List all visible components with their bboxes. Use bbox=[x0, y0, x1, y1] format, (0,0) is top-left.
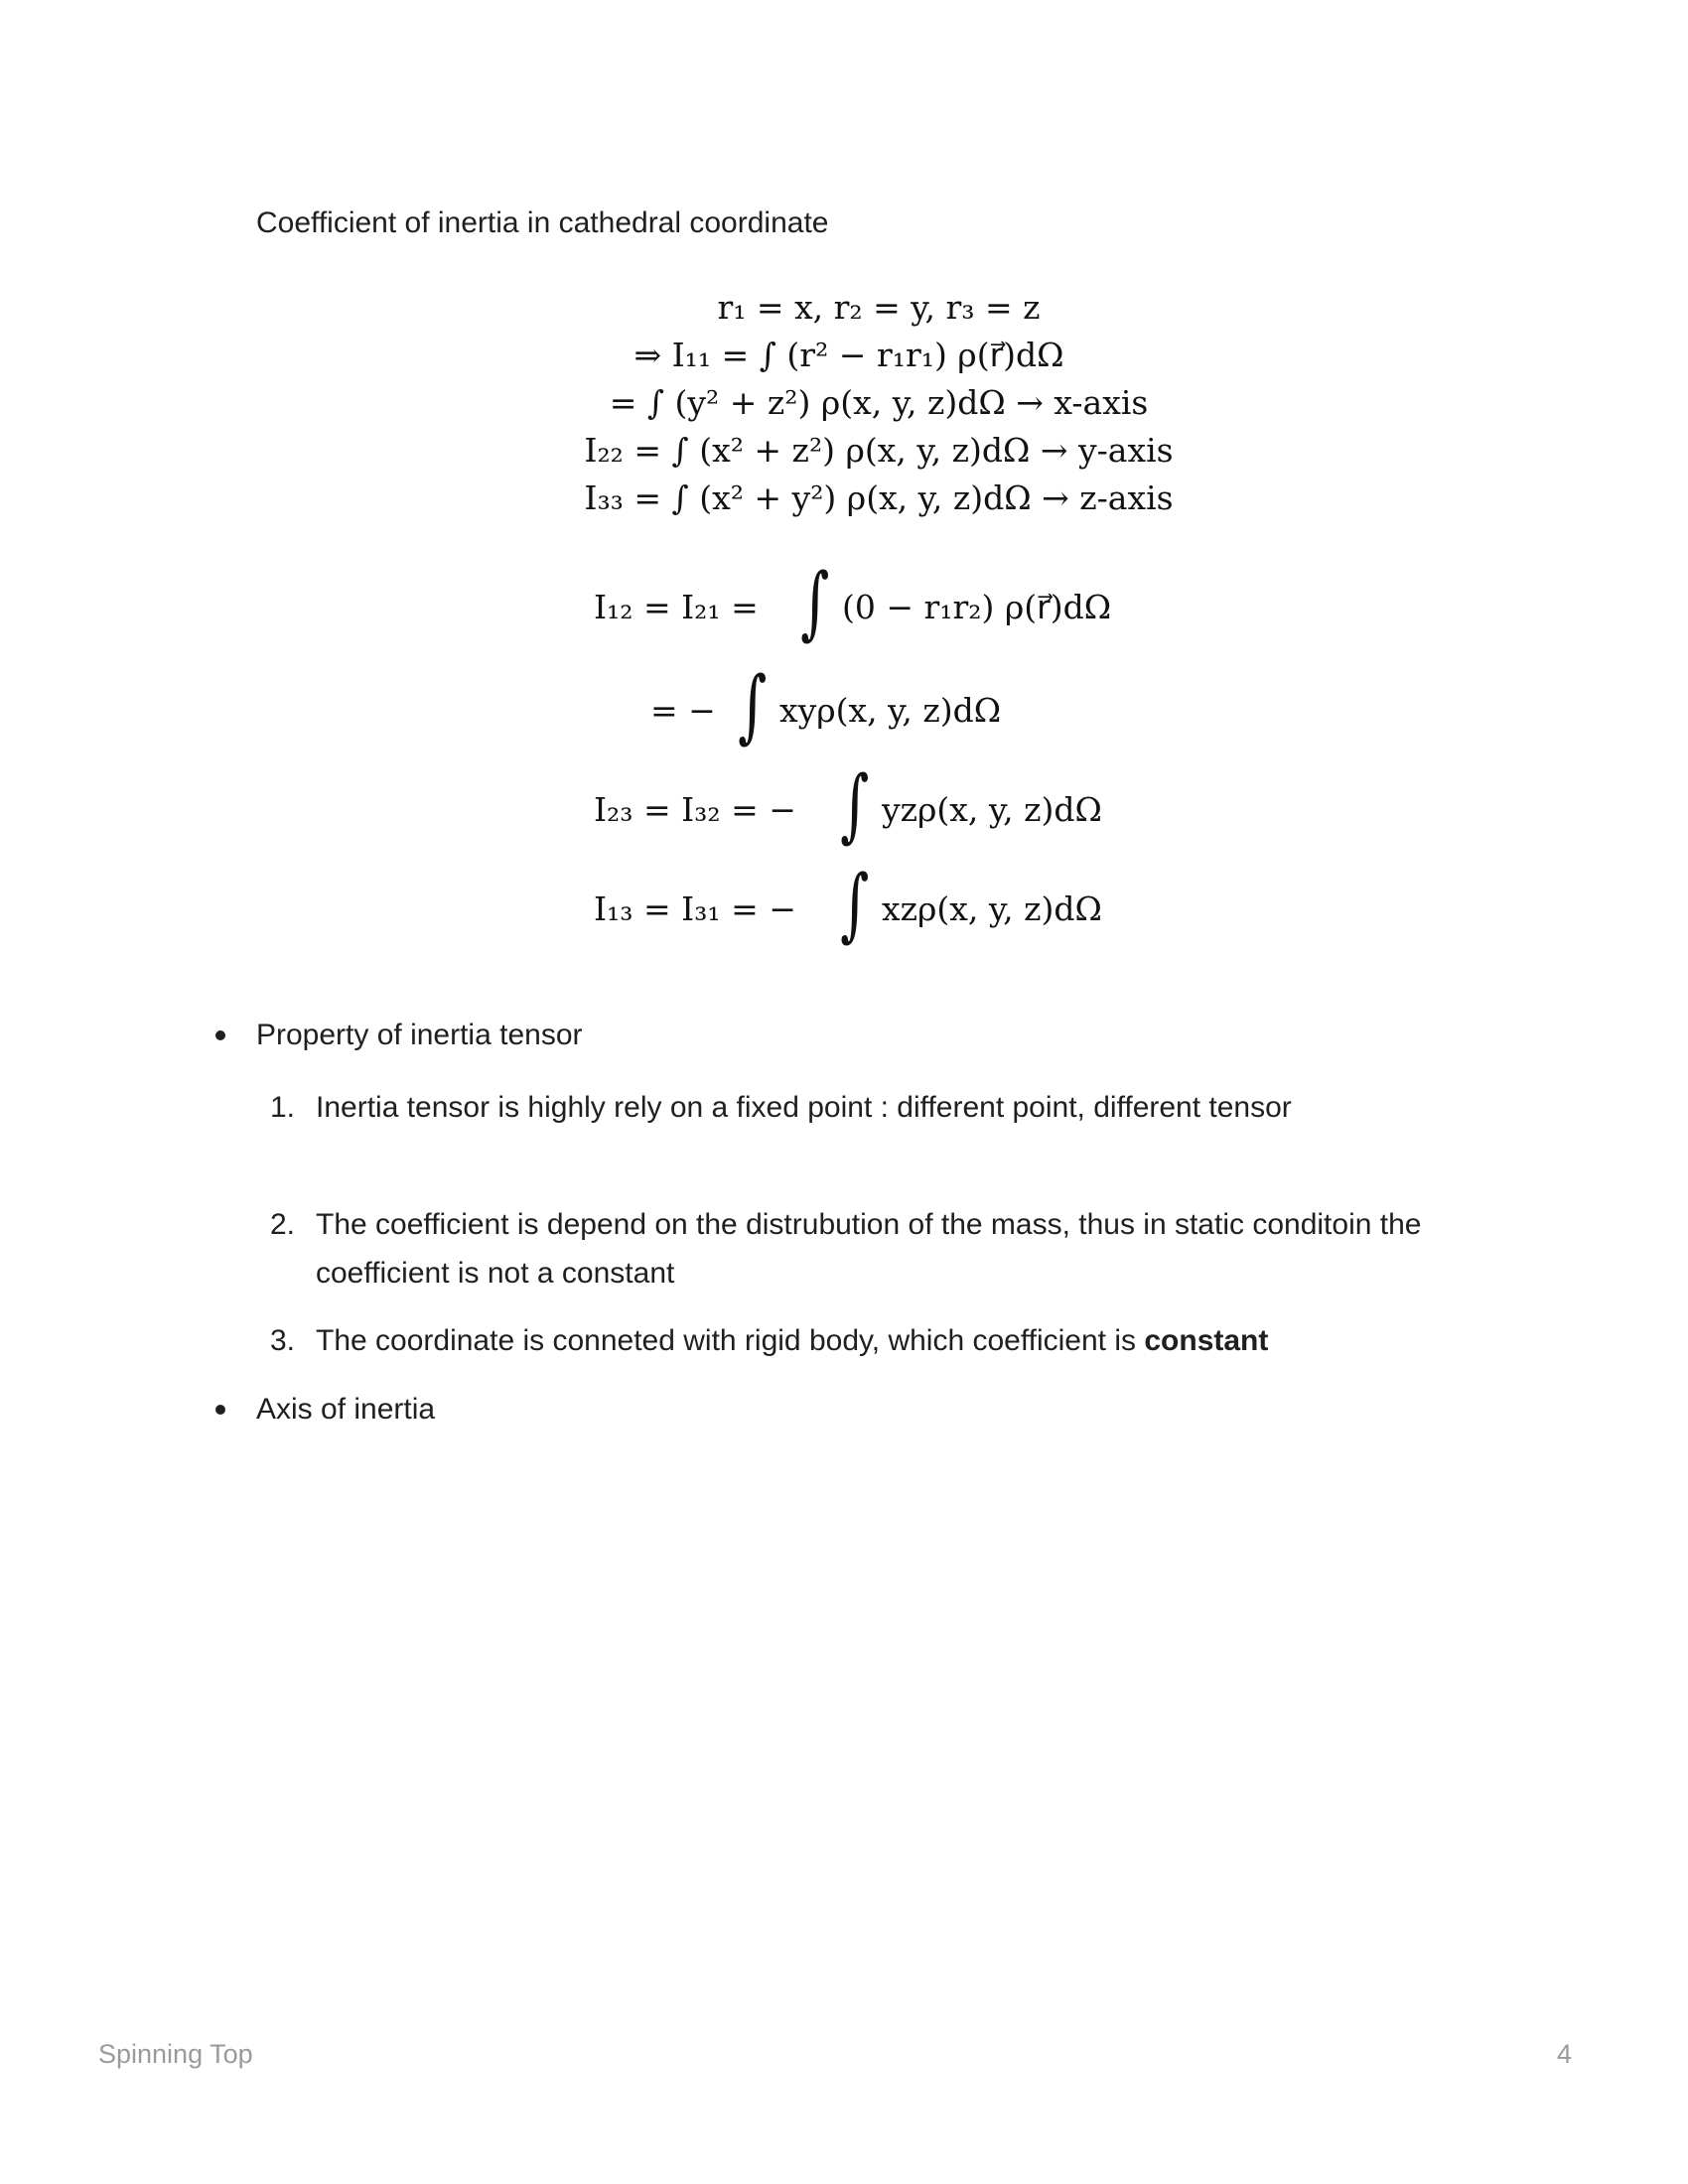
list-number: 1. bbox=[270, 1091, 296, 1124]
integral-sign: ∫ bbox=[738, 659, 768, 751]
math-rhs: xzρ(x, y, z)dΩ bbox=[882, 889, 1102, 928]
section-heading: Coefficient of inertia in cathedral coordinate bbox=[256, 206, 829, 239]
list-number: 3. bbox=[270, 1324, 296, 1357]
math-line: r₁ = x, r₂ = y, r₃ = z bbox=[717, 288, 1041, 327]
list-item-text bbox=[316, 1316, 1507, 1365]
math-lhs: I₁₂ = I₂₁ = bbox=[594, 588, 759, 626]
list-item-text-plain: The coordinate is conneted with rigid body, which coefficient is bbox=[316, 1324, 1145, 1357]
list-item-text: Inertia tensor is highly rely on a fixed point : different point, different tensor bbox=[316, 1091, 1292, 1124]
integral-sign: ∫ bbox=[800, 556, 830, 648]
footer-title: Spinning Top bbox=[98, 2039, 253, 2069]
bullet-label: Axis of inertia bbox=[256, 1393, 436, 1426]
math-rhs: yzρ(x, y, z)dΩ bbox=[882, 790, 1102, 829]
math-rhs: (0 − r₁r₂) ρ(r⃗)dΩ bbox=[842, 588, 1112, 626]
math-lhs: I₁₃ = I₃₁ = − bbox=[594, 889, 796, 928]
math-line: I₂₂ = ∫ (x² + z²) ρ(x, y, z)dΩ → y-axis bbox=[584, 431, 1174, 470]
bullet-dot bbox=[215, 1405, 225, 1415]
bullet-label: Property of inertia tensor bbox=[256, 1019, 583, 1051]
page-number: 4 bbox=[1557, 2039, 1573, 2069]
integral-sign: ∫ bbox=[840, 758, 870, 851]
math-line: I₃₃ = ∫ (x² + y²) ρ(x, y, z)dΩ → z-axis bbox=[584, 478, 1174, 517]
bold-emphasis: constant bbox=[1144, 1324, 1269, 1357]
math-lhs: = − bbox=[650, 691, 716, 730]
math-lhs: I₂₃ = I₃₂ = − bbox=[594, 790, 796, 829]
integral-sign: ∫ bbox=[840, 858, 870, 950]
bullet-dot bbox=[215, 1030, 225, 1040]
math-line: = ∫ (y² + z²) ρ(x, y, z)dΩ → x-axis bbox=[609, 383, 1149, 422]
list-number: 2. bbox=[270, 1208, 296, 1241]
math-rhs: xyρ(x, y, z)dΩ bbox=[779, 691, 1002, 730]
math-line: ⇒ I₁₁ = ∫ (r² − r₁r₁) ρ(r⃗)dΩ bbox=[633, 336, 1064, 374]
list-item-text: The coefficient is depend on the distrubution of the mass, thus in static conditoin the coefficient is not a constant bbox=[316, 1208, 1422, 1290]
